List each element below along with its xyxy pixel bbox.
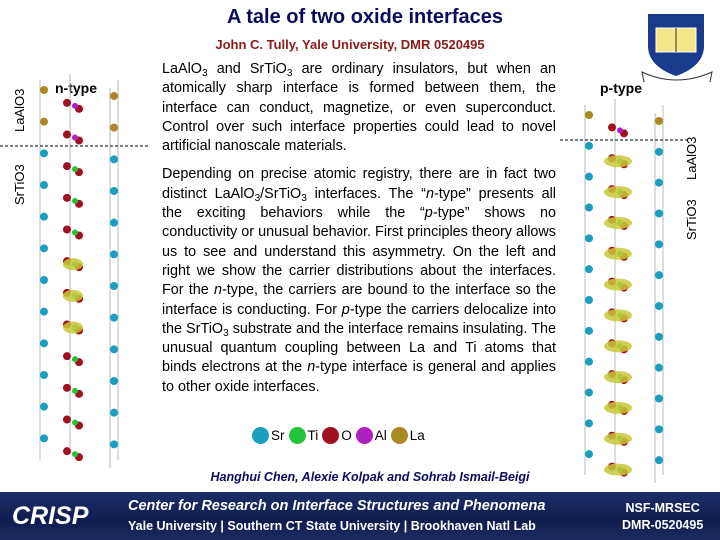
authors: Hanghui Chen, Alexie Kolpak and Sohrab Ismail-Beigi (210, 470, 530, 484)
atom (63, 131, 71, 139)
legend-label: Ti (307, 428, 319, 443)
left-top-label: LaAlO3 (12, 88, 27, 132)
atom (585, 234, 593, 242)
n-type-structure (0, 60, 150, 480)
atom (40, 276, 48, 284)
legend-label: Al (374, 428, 387, 443)
atom (110, 155, 118, 163)
legend-dot-sr (252, 427, 269, 444)
atom (40, 371, 48, 379)
atom (63, 352, 71, 360)
paragraph-2: Depending on precise atomic registry, there are in fact two distinct LaAlO$_3$/SrTiO$_3$ interfaces. The “n-type” presents all the exciting behaviors while the “p-type” shows no conductivity or unusual behavior. First principles theory allows us to see and understand this asymmetry. On the left and right we show the carrier distributions about the interfaces. For the n-type, the carriers are bound to the interface so the interface is conducting. For p-type the carriers delocalize into the SrTiO$_3$ substrate and the interface remains insulating. The unusual quantum coupling between La and Ti atoms that binds electrons at the n-type interface is general and applies to other oxide interfaces. (162, 166, 557, 395)
charge-density (604, 433, 632, 445)
legend-dot-o (322, 427, 339, 444)
atom (63, 194, 71, 202)
right-bottom-label: SrTiO3 (684, 199, 699, 240)
atom (655, 210, 663, 218)
atom (585, 204, 593, 212)
legend-label: La (409, 428, 425, 443)
charge-density (63, 258, 83, 270)
atom (110, 345, 118, 353)
atom (40, 403, 48, 411)
atom (40, 244, 48, 252)
p-type-label: p-type (600, 80, 642, 96)
atom (608, 123, 616, 131)
atom (72, 135, 78, 141)
atom (72, 166, 78, 172)
atom (655, 333, 663, 341)
slide-title: A tale of two oxide interfaces (227, 6, 503, 28)
atom (40, 213, 48, 221)
legend-label: Sr (271, 428, 285, 443)
crisp-logo: CRISP (12, 502, 89, 530)
atom (72, 103, 78, 109)
p-type-structure (560, 95, 690, 490)
paragraph-1: LaAlO$_3$ and SrTiO$_3$ are ordinary insulators, but when an atomically sharp interface is formed between them, the interface can conduct, magnetize, or even superconduct. Control over such interface properties could lead to novel artificial nanoscale materials. (162, 61, 557, 155)
atom (585, 111, 593, 119)
atom (40, 118, 48, 126)
charge-density (604, 309, 632, 321)
legend-dot-la (391, 427, 408, 444)
atom (655, 302, 663, 310)
slide-subtitle: John C. Tully, Yale University, DMR 0520495 (215, 37, 485, 52)
legend-dot-ti (289, 427, 306, 444)
atom (655, 395, 663, 403)
atom (72, 198, 78, 204)
atom (110, 409, 118, 417)
atom (63, 416, 71, 424)
atom (110, 314, 118, 322)
atom (585, 173, 593, 181)
atom (585, 142, 593, 150)
atom (110, 219, 118, 227)
atom (110, 440, 118, 448)
atom (40, 149, 48, 157)
atom (655, 456, 663, 464)
charge-density (604, 186, 632, 198)
charge-density (604, 402, 632, 414)
legend-label: O (341, 428, 352, 443)
atom (585, 358, 593, 366)
charge-density (604, 217, 632, 229)
n-type-label: n-type (55, 80, 97, 96)
atom (40, 181, 48, 189)
atom (655, 271, 663, 279)
charge-density (604, 279, 632, 291)
atom (110, 187, 118, 195)
center-name: Center for Research on Interface Structures and Phenomena (128, 498, 546, 514)
atom (617, 127, 623, 133)
atom (655, 364, 663, 372)
atom (585, 419, 593, 427)
yale-shield-logo (638, 10, 716, 82)
atom (655, 148, 663, 156)
atom (72, 388, 78, 394)
atom (585, 450, 593, 458)
atom (72, 451, 78, 457)
atom (585, 327, 593, 335)
atom (72, 420, 78, 426)
legend-dot-al (356, 427, 373, 444)
atom (40, 339, 48, 347)
atom (655, 425, 663, 433)
atom (63, 447, 71, 455)
body-text (162, 60, 556, 406)
atom (585, 296, 593, 304)
atom (72, 230, 78, 236)
atom (63, 162, 71, 170)
atom (110, 282, 118, 290)
atom (63, 384, 71, 392)
right-top-label: LaAlO3 (684, 136, 699, 180)
charge-density (604, 464, 632, 476)
atom-legend (252, 427, 429, 444)
footer-banner (0, 492, 720, 540)
charge-density (63, 290, 83, 302)
atom (40, 308, 48, 316)
charge-density (604, 340, 632, 352)
left-bottom-label: SrTiO3 (12, 164, 27, 205)
charge-density (604, 371, 632, 383)
atom (110, 250, 118, 258)
atom (72, 356, 78, 362)
atom (40, 86, 48, 94)
atom (63, 99, 71, 107)
atom (585, 389, 593, 397)
atom (110, 124, 118, 132)
universities: Yale University | Southern CT State University | Brookhaven Natl Lab (128, 519, 536, 533)
charge-density (604, 155, 632, 167)
atom (110, 92, 118, 100)
atom (655, 240, 663, 248)
nsf-award: NSF-MRSEC DMR-0520495 (622, 501, 704, 532)
atom (655, 179, 663, 187)
atom (40, 434, 48, 442)
charge-density (604, 248, 632, 260)
atom (655, 117, 663, 125)
charge-density (63, 322, 83, 334)
atom (63, 226, 71, 234)
atom (585, 265, 593, 273)
atom (110, 377, 118, 385)
